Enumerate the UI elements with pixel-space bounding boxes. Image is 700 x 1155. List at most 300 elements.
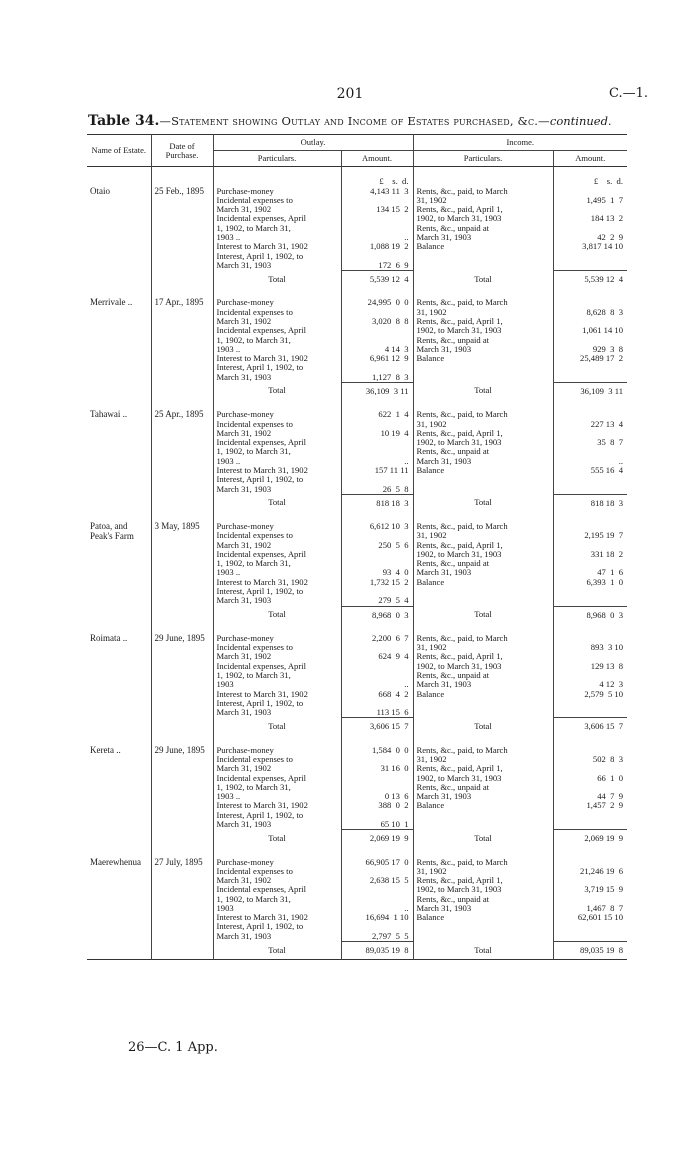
estate-name: Otaio bbox=[90, 185, 110, 196]
income-line: 31, 1902 bbox=[416, 306, 447, 317]
income-total: 36,109 3 11 bbox=[553, 382, 627, 400]
income-line: 31, 1902 bbox=[416, 194, 447, 205]
outlay-amount: 31 16 0 bbox=[380, 763, 409, 774]
outlay-amount: 172 6 9 bbox=[378, 259, 409, 270]
outlay-line: Interest, April 1, 1902, to bbox=[216, 250, 304, 261]
document-reference: C.—1. bbox=[608, 86, 648, 101]
outlay-line: 1903 .. bbox=[216, 232, 241, 243]
outlay-line: Incidental expenses to bbox=[216, 642, 293, 653]
outlay-total-label: Total bbox=[213, 830, 341, 848]
spacer-cell bbox=[151, 830, 213, 848]
outlay-amounts bbox=[341, 298, 413, 382]
outlay-line: March 31, 1903 bbox=[216, 259, 272, 270]
outlay-line: Purchase-money bbox=[216, 185, 274, 196]
outlay-line: Purchase-money bbox=[216, 409, 274, 420]
income-amount: 42 2 9 bbox=[597, 232, 623, 243]
outlay-line: 1903 .. bbox=[216, 791, 241, 802]
outlay-line: March 31, 1903 bbox=[216, 483, 272, 494]
header-name: Name of Estate. bbox=[91, 145, 147, 156]
income-line: Balance bbox=[416, 800, 445, 811]
income-line: Rents, &c., paid, April 1, bbox=[416, 427, 503, 438]
income-line: Rents, &c., unpaid at bbox=[416, 334, 490, 345]
outlay-line: 1903 bbox=[216, 679, 234, 690]
income-line: March 31, 1903 bbox=[416, 679, 472, 690]
outlay-amount: 1,088 19 2 bbox=[369, 241, 409, 252]
income-amount: 3,817 14 10 bbox=[582, 241, 623, 252]
spacer-cell bbox=[87, 382, 151, 400]
income-line: Rents, &c., unpaid at bbox=[416, 893, 490, 904]
outlay-amount: 16,694 1 10 bbox=[365, 912, 409, 923]
estate-name: Kereta .. bbox=[90, 744, 121, 755]
income-amount: 1,495 1 7 bbox=[586, 194, 623, 205]
income-line: 31, 1902 bbox=[416, 642, 447, 653]
income-amount: 62,601 15 10 bbox=[577, 912, 623, 923]
outlay-line: Incidental expenses to bbox=[216, 530, 293, 541]
income-line: Rents, &c., paid, April 1, bbox=[416, 875, 503, 886]
income-particulars bbox=[413, 522, 553, 606]
outlay-amount: 10 19 4 bbox=[380, 427, 409, 438]
outlay-line: March 31, 1902 bbox=[216, 427, 272, 438]
estate-name: Roimata .. bbox=[90, 632, 128, 643]
outlay-line: 1, 1902, to March 31, bbox=[216, 446, 291, 457]
income-line: March 31, 1903 bbox=[416, 567, 472, 578]
purchase-date: 3 May, 1895 bbox=[151, 522, 213, 606]
outlay-line: Purchase-money bbox=[216, 744, 274, 755]
outlay-amount: 388 0 2 bbox=[378, 800, 409, 811]
outlay-line: March 31, 1902 bbox=[216, 875, 272, 886]
income-amounts bbox=[553, 410, 627, 494]
income-total-label: Total bbox=[413, 606, 553, 624]
income-line: Rents, &c., unpaid at bbox=[416, 222, 490, 233]
outlay-amounts bbox=[341, 746, 413, 830]
outlay-line: Incidental expenses, April bbox=[216, 884, 306, 895]
outlay-total: 2,069 19 9 bbox=[341, 830, 413, 848]
outlay-total: 818 18 3 bbox=[341, 494, 413, 512]
income-amount: 129 13 8 bbox=[590, 660, 623, 671]
income-line: March 31, 1903 bbox=[416, 902, 472, 913]
spacer-cell bbox=[151, 382, 213, 400]
income-amount: 4 12 3 bbox=[599, 679, 623, 690]
header-outlay: Outlay. bbox=[213, 135, 413, 151]
income-total-label: Total bbox=[413, 942, 553, 960]
outlay-particulars bbox=[213, 187, 341, 271]
outlay-total-label: Total bbox=[213, 382, 341, 400]
outlay-line: March 31, 1903 bbox=[216, 595, 272, 606]
total-row bbox=[87, 942, 627, 960]
income-spacer bbox=[557, 447, 624, 456]
income-line: Rents, &c., paid, to March bbox=[416, 185, 508, 196]
income-amount: 47 1 6 bbox=[597, 567, 623, 578]
income-total: 2,069 19 9 bbox=[553, 830, 627, 848]
table-caption: —Statement showing Outlay and Income of Estates purchased, &c.— bbox=[159, 114, 550, 128]
outlay-amounts bbox=[341, 858, 413, 942]
outlay-amount: 1,584 0 0 bbox=[371, 744, 409, 755]
income-line: Rents, &c., paid, to March bbox=[416, 856, 508, 867]
table-title bbox=[88, 113, 612, 129]
outlay-amount: 66,905 17 0 bbox=[365, 856, 409, 867]
outlay-line: Interest to March 31, 1902 bbox=[216, 576, 308, 587]
income-line: March 31, 1903 bbox=[416, 455, 472, 466]
estate-name: Patoa, and Peak's Farm bbox=[90, 521, 134, 541]
outlay-amount: 134 15 2 bbox=[376, 204, 409, 215]
outlay-amounts bbox=[341, 634, 413, 718]
income-amounts bbox=[553, 298, 627, 382]
spacer-cell bbox=[87, 271, 151, 289]
header-date: Date of Purchase. bbox=[151, 135, 213, 167]
outlay-line: Incidental expenses, April bbox=[216, 213, 306, 224]
header-outlay-amount: Amount. bbox=[341, 151, 413, 167]
outlay-particulars bbox=[213, 858, 341, 942]
spacer-cell bbox=[87, 942, 151, 960]
income-line: 31, 1902 bbox=[416, 753, 447, 764]
income-total: 3,606 15 7 bbox=[553, 718, 627, 736]
income-amount: 184 13 2 bbox=[590, 213, 623, 224]
spacer-cell bbox=[87, 718, 151, 736]
outlay-line: Incidental expenses to bbox=[216, 753, 293, 764]
total-row bbox=[87, 382, 627, 400]
footer-signature: 26—C. 1 App. bbox=[128, 1040, 218, 1055]
outlay-total: 8,968 0 3 bbox=[341, 606, 413, 624]
outlay-amount: 6,612 10 3 bbox=[369, 521, 409, 532]
income-amount: 21,246 19 6 bbox=[580, 865, 623, 876]
outlay-line: March 31, 1903 bbox=[216, 818, 272, 829]
outlay-line: Incidental expenses, April bbox=[216, 325, 306, 336]
income-particulars bbox=[413, 634, 553, 718]
income-line: Rents, &c., unpaid at bbox=[416, 781, 490, 792]
income-total-label: Total bbox=[413, 271, 553, 289]
income-amounts bbox=[553, 634, 627, 718]
total-row bbox=[87, 606, 627, 624]
outlay-line: Interest, April 1, 1902, to bbox=[216, 697, 304, 708]
outlay-line: Incidental expenses to bbox=[216, 194, 293, 205]
income-line: March 31, 1903 bbox=[416, 232, 472, 243]
income-line: Rents, &c., paid, April 1, bbox=[416, 651, 503, 662]
income-line: Balance bbox=[416, 241, 445, 252]
income-amount: 2,579 5 10 bbox=[584, 688, 623, 699]
income-line: Rents, &c., paid, to March bbox=[416, 521, 508, 532]
outlay-amount: 4,143 11 3 bbox=[370, 185, 409, 196]
table-number: Table 34. bbox=[88, 113, 160, 129]
income-particulars bbox=[413, 410, 553, 494]
outlay-spacer bbox=[345, 438, 409, 447]
outlay-line: 1, 1902, to March 31, bbox=[216, 334, 291, 345]
estate-row bbox=[87, 634, 627, 718]
outlay-amount: 2,638 15 5 bbox=[369, 875, 409, 886]
outlay-line: Incidental expenses to bbox=[216, 865, 293, 876]
purchase-date: 25 Feb., 1895 bbox=[151, 187, 213, 271]
estate-row bbox=[87, 522, 627, 606]
estate-name: Tahawai .. bbox=[90, 409, 128, 420]
income-line: 1902, to March 31, 1903 bbox=[416, 884, 502, 895]
income-total-label: Total bbox=[413, 718, 553, 736]
income-line: 1902, to March 31, 1903 bbox=[416, 437, 502, 448]
income-total: 818 18 3 bbox=[553, 494, 627, 512]
outlay-amount: .. bbox=[404, 902, 409, 913]
outlay-total-label: Total bbox=[213, 606, 341, 624]
outlay-line: Incidental expenses, April bbox=[216, 772, 306, 783]
outlay-line: 1, 1902, to March 31, bbox=[216, 781, 291, 792]
outlay-amount: 1,732 15 2 bbox=[369, 576, 409, 587]
income-line: Balance bbox=[416, 688, 445, 699]
income-amount: 555 16 4 bbox=[590, 464, 623, 475]
total-row bbox=[87, 718, 627, 736]
income-particulars bbox=[413, 746, 553, 830]
outlay-amount: 668 4 2 bbox=[378, 688, 409, 699]
outlay-total-label: Total bbox=[213, 494, 341, 512]
estates-table-wrapper bbox=[87, 134, 627, 960]
spacer-cell bbox=[151, 718, 213, 736]
outlay-amount: 2,797 5 5 bbox=[371, 930, 409, 941]
outlay-line: 1, 1902, to March 31, bbox=[216, 893, 291, 904]
income-line: Rents, &c., paid, to March bbox=[416, 632, 508, 643]
income-line: March 31, 1903 bbox=[416, 791, 472, 802]
income-amount: 25,489 17 2 bbox=[580, 353, 623, 364]
income-total: 89,035 19 8 bbox=[553, 942, 627, 960]
income-particulars bbox=[413, 298, 553, 382]
outlay-line: Purchase-money bbox=[216, 521, 274, 532]
outlay-particulars bbox=[213, 410, 341, 494]
outlay-total-label: Total bbox=[213, 271, 341, 289]
income-line: 1902, to March 31, 1903 bbox=[416, 660, 502, 671]
outlay-total-label: Total bbox=[213, 718, 341, 736]
outlay-amount: 624 9 4 bbox=[378, 651, 409, 662]
outlay-spacer bbox=[345, 214, 409, 223]
income-line: 31, 1902 bbox=[416, 865, 447, 876]
outlay-line: 1903 .. bbox=[216, 343, 241, 354]
outlay-line: Purchase-money bbox=[216, 632, 274, 643]
outlay-amount: 2,200 6 7 bbox=[371, 632, 409, 643]
estates-table bbox=[87, 134, 627, 960]
outlay-line: 1, 1902, to March 31, bbox=[216, 670, 291, 680]
outlay-line: Interest, April 1, 1902, to bbox=[216, 586, 304, 597]
income-total: 5,539 12 4 bbox=[553, 271, 627, 289]
income-line: Rents, &c., unpaid at bbox=[416, 558, 490, 569]
income-line: Balance bbox=[416, 912, 445, 923]
purchase-date: 17 Apr., 1895 bbox=[151, 298, 213, 382]
estates-body bbox=[87, 167, 627, 960]
total-row bbox=[87, 271, 627, 289]
header-outlay-particulars: Particulars. bbox=[213, 151, 341, 167]
outlay-amount: .. bbox=[404, 232, 409, 243]
income-amounts bbox=[553, 746, 627, 830]
outlay-total-label: Total bbox=[213, 942, 341, 960]
income-amount: 227 13 4 bbox=[590, 418, 623, 429]
income-line: Balance bbox=[416, 464, 445, 475]
outlay-line: Incidental expenses, April bbox=[216, 437, 306, 448]
outlay-line: 1903 .. bbox=[216, 455, 241, 466]
income-amount: 502 8 3 bbox=[592, 753, 623, 764]
outlay-line: March 31, 1902 bbox=[216, 651, 272, 662]
income-amounts bbox=[553, 522, 627, 606]
estate-row bbox=[87, 858, 627, 942]
outlay-line: 1903 .. bbox=[216, 567, 241, 578]
outlay-line: Purchase-money bbox=[216, 297, 274, 308]
income-total: 8,968 0 3 bbox=[553, 606, 627, 624]
estate-row bbox=[87, 298, 627, 382]
estate-name: Merrivale .. bbox=[90, 297, 133, 308]
outlay-line: March 31, 1902 bbox=[216, 316, 272, 326]
outlay-amount: 0 13 6 bbox=[384, 791, 409, 802]
purchase-date: 27 July, 1895 bbox=[151, 858, 213, 942]
outlay-line: Interest to March 31, 1902 bbox=[216, 800, 308, 811]
income-amount: .. bbox=[618, 455, 623, 466]
income-amount: 6,393 1 0 bbox=[586, 576, 623, 587]
estate-row bbox=[87, 410, 627, 494]
spacer-cell bbox=[151, 271, 213, 289]
income-line: Rents, &c., paid, to March bbox=[416, 409, 508, 420]
income-amount: 331 18 2 bbox=[590, 548, 623, 559]
income-line: Rents, &c., paid, April 1, bbox=[416, 539, 503, 550]
outlay-line: March 31, 1902 bbox=[216, 204, 272, 215]
outlay-total: 3,606 15 7 bbox=[341, 718, 413, 736]
outlay-amount: 65 10 1 bbox=[380, 818, 409, 829]
outlay-total: 5,539 12 4 bbox=[341, 271, 413, 289]
total-row bbox=[87, 830, 627, 848]
income-particulars bbox=[413, 187, 553, 271]
header-income: Income. bbox=[413, 135, 627, 151]
outlay-line: Incidental expenses, April bbox=[216, 548, 306, 559]
spacer-cell bbox=[87, 606, 151, 624]
header-income-particulars: Particulars. bbox=[413, 151, 553, 167]
outlay-spacer bbox=[345, 224, 409, 233]
outlay-spacer bbox=[345, 662, 409, 671]
purchase-date: 29 June, 1895 bbox=[151, 634, 213, 718]
outlay-line: Interest to March 31, 1902 bbox=[216, 912, 308, 923]
estate-name: Maerewhenua bbox=[90, 856, 141, 867]
spacer-cell bbox=[151, 606, 213, 624]
outlay-amount: 93 4 0 bbox=[382, 567, 409, 578]
income-amount: 3,719 15 9 bbox=[584, 884, 623, 895]
income-currency-header: £ s. d. bbox=[553, 177, 627, 186]
outlay-spacer bbox=[345, 774, 409, 783]
outlay-line: Interest, April 1, 1902, to bbox=[216, 362, 304, 373]
outlay-spacer bbox=[345, 326, 409, 335]
income-line: Rents, &c., paid, April 1, bbox=[416, 316, 503, 326]
income-line: Rents, &c., unpaid at bbox=[416, 446, 490, 457]
income-line: Rents, &c., paid, to March bbox=[416, 297, 508, 308]
spacer-cell bbox=[151, 942, 213, 960]
income-amount: 44 7 9 bbox=[597, 791, 623, 802]
outlay-line: March 31, 1902 bbox=[216, 763, 272, 774]
outlay-line: Interest to March 31, 1902 bbox=[216, 241, 308, 252]
outlay-amount: 4 14 3 bbox=[384, 343, 409, 354]
outlay-line: Incidental expenses, April bbox=[216, 660, 306, 671]
outlay-currency-header: £ s. d. bbox=[341, 177, 413, 186]
outlay-particulars bbox=[213, 634, 341, 718]
income-total-label: Total bbox=[413, 494, 553, 512]
income-line: 31, 1902 bbox=[416, 530, 447, 541]
purchase-date: 29 June, 1895 bbox=[151, 746, 213, 830]
outlay-particulars bbox=[213, 298, 341, 382]
spacer-cell bbox=[87, 830, 151, 848]
outlay-line: March 31, 1903 bbox=[216, 930, 272, 941]
estate-row bbox=[87, 187, 627, 271]
income-line: 1902, to March 31, 1903 bbox=[416, 548, 502, 559]
outlay-line: 1, 1902, to March 31, bbox=[216, 558, 291, 569]
outlay-line: Interest to March 31, 1902 bbox=[216, 353, 308, 364]
spacer-cell bbox=[151, 494, 213, 512]
total-row bbox=[87, 494, 627, 512]
outlay-amount: 250 5 6 bbox=[378, 539, 409, 550]
income-line: 1902, to March 31, 1903 bbox=[416, 325, 502, 336]
income-line: Balance bbox=[416, 576, 445, 587]
income-amount: 1,457 2 9 bbox=[586, 800, 623, 811]
outlay-amount: 113 15 6 bbox=[376, 707, 409, 718]
outlay-amount: 24,995 0 0 bbox=[367, 297, 409, 308]
outlay-amount: 622 1 4 bbox=[378, 409, 409, 420]
outlay-line: Incidental expenses to bbox=[216, 306, 293, 317]
outlay-line: Interest, April 1, 1902, to bbox=[216, 921, 304, 932]
income-line: Rents, &c., unpaid at bbox=[416, 670, 490, 680]
purchase-date: 25 Apr., 1895 bbox=[151, 410, 213, 494]
outlay-spacer bbox=[345, 671, 409, 680]
outlay-total: 89,035 19 8 bbox=[341, 942, 413, 960]
income-amount: 66 1 0 bbox=[597, 772, 623, 783]
outlay-particulars bbox=[213, 522, 341, 606]
outlay-spacer bbox=[345, 550, 409, 559]
income-line: Rents, &c., paid, April 1, bbox=[416, 763, 503, 774]
outlay-line: 1903 bbox=[216, 902, 234, 913]
income-line: Rents, &c., paid, April 1, bbox=[416, 204, 503, 215]
outlay-line: March 31, 1903 bbox=[216, 707, 272, 718]
income-line: March 31, 1903 bbox=[416, 343, 472, 354]
spacer-cell bbox=[87, 494, 151, 512]
income-line: Balance bbox=[416, 353, 445, 364]
income-total-label: Total bbox=[413, 830, 553, 848]
outlay-amount: 26 5 8 bbox=[382, 483, 409, 494]
income-amount: 1,467 8 7 bbox=[586, 902, 623, 913]
outlay-line: Interest, April 1, 1902, to bbox=[216, 474, 304, 485]
income-line: 1902, to March 31, 1903 bbox=[416, 213, 502, 224]
income-amount: 893 3 10 bbox=[590, 642, 623, 653]
outlay-spacer bbox=[345, 895, 409, 904]
outlay-line: March 31, 1902 bbox=[216, 539, 272, 550]
outlay-amount: 1,127 8 3 bbox=[371, 371, 409, 382]
outlay-amounts bbox=[341, 522, 413, 606]
income-amounts bbox=[553, 187, 627, 271]
income-amount: 1,061 14 10 bbox=[582, 325, 623, 336]
outlay-line: Interest, April 1, 1902, to bbox=[216, 809, 304, 820]
outlay-amount: .. bbox=[404, 679, 409, 690]
income-amount: 35 8 7 bbox=[597, 437, 623, 448]
outlay-amount: 157 11 11 bbox=[374, 464, 409, 475]
income-particulars bbox=[413, 858, 553, 942]
income-amounts bbox=[553, 858, 627, 942]
page-number: 201 bbox=[336, 86, 364, 102]
outlay-amount: .. bbox=[404, 455, 409, 466]
outlay-line: 1, 1902, to March 31, bbox=[216, 222, 291, 233]
outlay-line: March 31, 1903 bbox=[216, 371, 272, 382]
income-line: 31, 1902 bbox=[416, 418, 447, 429]
outlay-amount: 3,020 8 8 bbox=[371, 316, 409, 326]
estate-row bbox=[87, 746, 627, 830]
income-line: Rents, &c., paid, to March bbox=[416, 744, 508, 755]
income-total-label: Total bbox=[413, 382, 553, 400]
outlay-spacer bbox=[345, 447, 409, 456]
outlay-line: Incidental expenses to bbox=[216, 418, 293, 429]
outlay-amounts bbox=[341, 410, 413, 494]
outlay-spacer bbox=[345, 885, 409, 894]
outlay-amounts bbox=[341, 187, 413, 271]
income-amount: 929 3 8 bbox=[592, 343, 623, 354]
table-continued: continued. bbox=[549, 114, 612, 128]
outlay-amount: 6,961 12 9 bbox=[369, 353, 409, 364]
income-amount: 8,628 8 3 bbox=[586, 306, 623, 317]
outlay-line: Purchase-money bbox=[216, 856, 274, 867]
income-amount: 2,195 19 7 bbox=[584, 530, 623, 541]
outlay-line: Interest to March 31, 1902 bbox=[216, 688, 308, 699]
income-line: 1902, to March 31, 1903 bbox=[416, 772, 502, 783]
